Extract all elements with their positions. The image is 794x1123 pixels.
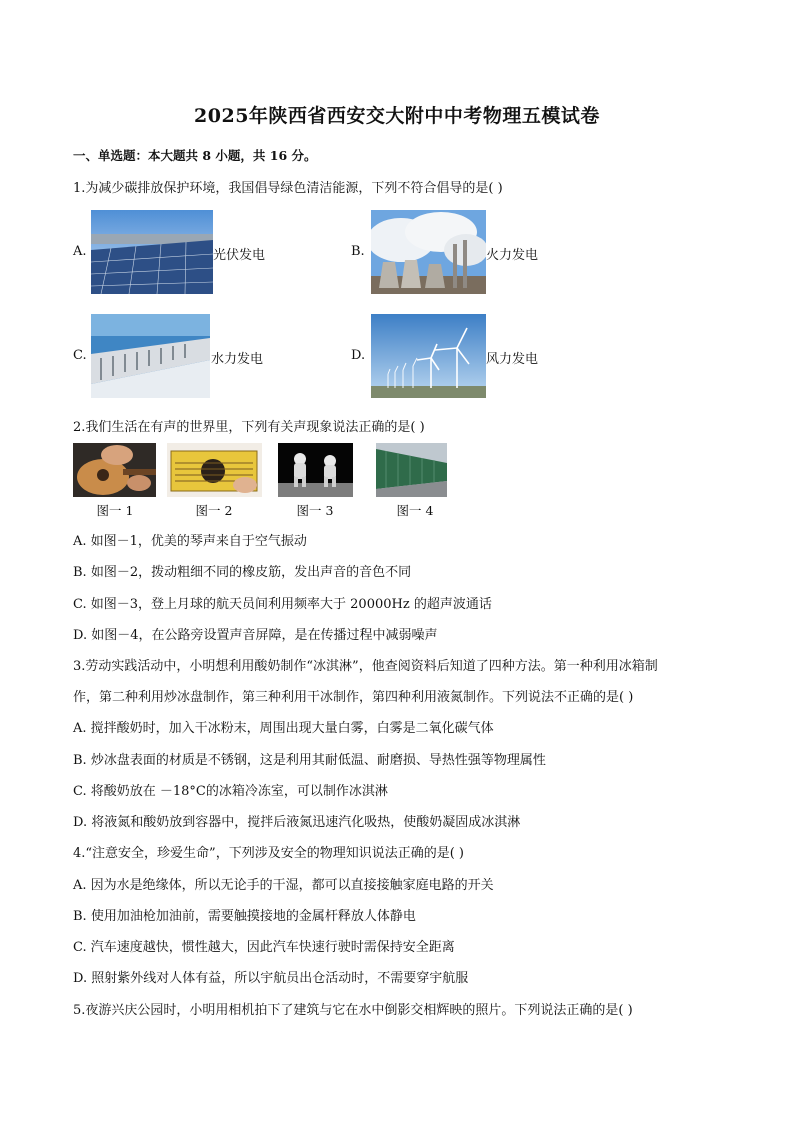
q3-option-a: A. 搅拌酸奶时，加入干冰粉末，周围出现大量白雾，白雾是二氧化碳气体 <box>73 721 494 736</box>
q1-option-b-text: 火力发电 <box>486 248 539 263</box>
q3-stem-line-1: 3.劳动实践活动中，小明想利用酸奶制作“冰淇淋”，他查阅资料后知道了四种方法。第一种利用冰箱制 <box>73 659 658 674</box>
q2-stem: 2.我们生活在有声的世界里，下列有关声现象说法正确的是( ) <box>73 420 425 435</box>
q2-option-b: B. 如图－2，拨动粗细不同的橡皮筋，发出声音的音色不同 <box>73 565 412 580</box>
q4-option-b: B. 使用加油枪加油前，需要触摸接地的金属杆释放人体静电 <box>73 909 416 924</box>
wind-turbines-image <box>371 314 486 398</box>
figure-4-caption: 图一 4 <box>396 503 434 518</box>
q1-option-a-letter: A. <box>73 244 87 259</box>
thermal-power-plant-image <box>371 210 486 294</box>
q2-option-c: C. 如图－3，登上月球的航天员间利用频率大于 20000Hz 的超声波通话 <box>73 597 492 612</box>
guitar-figure-image <box>73 443 156 497</box>
astronauts-figure-image <box>278 443 353 497</box>
q5-stem: 5.夜游兴庆公园时，小明用相机拍下了建筑与它在水中倒影交相辉映的照片。下列说法正确的是( ) <box>73 1003 633 1018</box>
q1-option-c-letter: C. <box>73 348 87 363</box>
q4-stem: 4.“注意安全，珍爱生命”，下列涉及安全的物理知识说法正确的是( ) <box>73 846 464 861</box>
q3-option-b: B. 炒冰盘表面的材质是不锈钢，这是利用其耐低温、耐磨损、导热性强等物理属性 <box>73 753 546 768</box>
q4-option-a: A. 因为水是绝缘体，所以无论手的干湿，都可以直接接触家庭电路的开关 <box>73 878 494 893</box>
q2-option-d: D. 如图－4，在公路旁设置声音屏障，是在传播过程中减弱噪声 <box>73 628 438 643</box>
q3-option-d: D. 将液氮和酸奶放到容器中，搅拌后液氮迅速汽化吸热，使酸奶凝固成冰淇淋 <box>73 815 521 830</box>
solar-panels-image <box>91 210 213 294</box>
q1-option-a-text: 光伏发电 <box>213 248 266 263</box>
rubber-band-box-figure-image <box>167 443 262 497</box>
q3-option-c: C. 将酸奶放在 －18°C的冰箱冷冻室，可以制作冰淇淋 <box>73 784 388 799</box>
q3-stem-line-2: 作，第二种利用炒冰盘制作，第三种利用干冰制作，第四种利用液氮制作。下列说法不正确的是( ) <box>73 690 634 705</box>
q1-option-d-letter: D. <box>351 348 366 363</box>
sound-barrier-figure-image <box>376 443 447 497</box>
q1-option-c-text: 水力发电 <box>211 352 264 367</box>
hydro-dam-image <box>91 314 210 398</box>
q2-option-a: A. 如图－1，优美的琴声来自于空气振动 <box>73 534 307 549</box>
figure-3-caption: 图一 3 <box>296 503 334 518</box>
figure-1-caption: 图一 1 <box>96 503 134 518</box>
q4-option-c: C. 汽车速度越快，惯性越大，因此汽车快速行驶时需保持安全距离 <box>73 940 455 955</box>
q4-option-d: D. 照射紫外线对人体有益，所以宇航员出仓活动时，不需要穿宇航服 <box>73 971 469 986</box>
section-heading: 一、单选题：本大题共 8 小题，共 16 分。 <box>73 148 317 163</box>
figure-2-caption: 图一 2 <box>195 503 233 518</box>
page-title: 2025年陕西省西安交大附中中考物理五模试卷 <box>194 105 600 127</box>
q1-stem: 1.为减少碳排放保护环境，我国倡导绿色清洁能源，下列不符合倡导的是( ) <box>73 181 503 196</box>
q1-option-b-letter: B. <box>351 244 365 259</box>
q1-option-d-text: 风力发电 <box>486 352 539 367</box>
